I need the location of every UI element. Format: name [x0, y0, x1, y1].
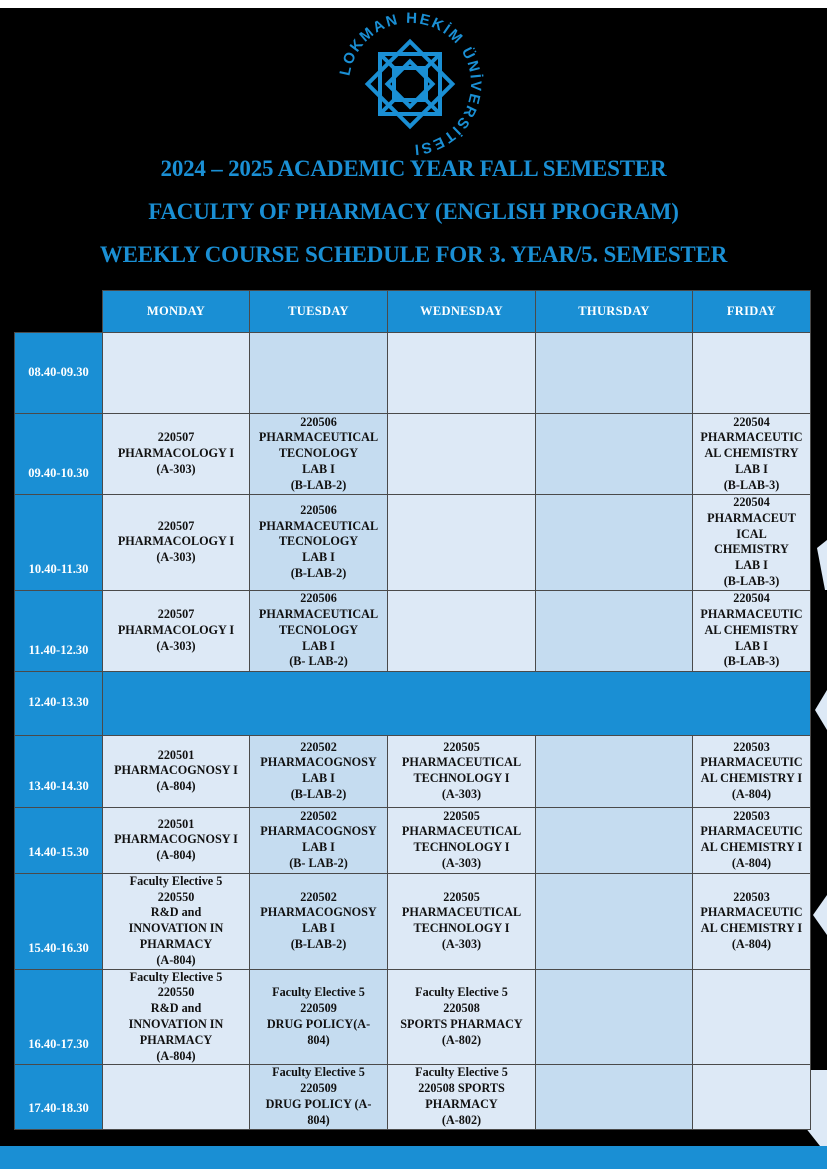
time-slot-row	[15, 590, 811, 671]
course-text-line: 220502	[300, 889, 337, 904]
course-text-line: Faculty Elective 5	[415, 985, 508, 1000]
course-text-line: PHARMACEUTICAL	[258, 518, 379, 533]
course-text-line: 220505	[443, 808, 480, 823]
course-text-line: 220505	[443, 889, 480, 904]
course-text-line: 220501	[157, 816, 195, 831]
course-text-line: PHARMACOGNOSY I	[114, 763, 238, 778]
course-text-line: (A-804)	[156, 848, 196, 863]
course-text-line: 220504	[733, 414, 770, 429]
course-text-line: LAB I	[735, 558, 768, 573]
title-academic-year: 2024 – 2025 ACADEMIC YEAR FALL SEMESTER	[160, 156, 667, 181]
course-text-line: (B-LAB-2)	[290, 787, 347, 802]
course-text-line: 220507	[157, 430, 195, 445]
time-slot-label: 09.40-10.30	[15, 414, 103, 495]
course-text-line: 220509	[300, 1001, 337, 1016]
course-cell	[103, 873, 250, 969]
course-text-line: (A-804)	[731, 856, 772, 871]
course-text-line: (A-804)	[731, 787, 772, 802]
course-text-line: PHARMACEUTICAL	[258, 607, 379, 622]
course-text-line: 220503	[733, 739, 770, 754]
course-text-line: AL CHEMISTRY I	[700, 771, 803, 786]
course-text-line: (A-303)	[441, 936, 482, 951]
header-corner	[15, 291, 103, 333]
course-text-line: (A-802)	[441, 1032, 482, 1047]
empty-cell	[536, 807, 693, 873]
day-header-friday: FRIDAY	[693, 291, 811, 333]
course-text-line: PHARMACEUTICAL	[401, 755, 522, 770]
day-header-wednesday: WEDNESDAY	[388, 291, 536, 333]
time-slot-label: 14.40-15.30	[15, 807, 103, 873]
empty-cell	[536, 590, 693, 671]
empty-cell	[536, 735, 693, 807]
course-text-line: 220504	[733, 495, 770, 509]
course-text-line: TECNOLOGY	[278, 534, 359, 549]
course-cell	[103, 807, 250, 873]
course-text-line: TECHNOLOGY I	[413, 840, 510, 855]
empty-cell	[693, 1065, 811, 1129]
course-cell	[693, 414, 811, 495]
course-cell	[693, 735, 811, 807]
course-cell	[103, 590, 250, 671]
course-text-line: 220502	[300, 739, 337, 754]
course-cell	[388, 1065, 536, 1129]
course-text-line: PHARMACEUTIC	[700, 607, 803, 622]
course-text-line: PHARMACY	[425, 1096, 498, 1111]
course-text-line: LAB I	[302, 921, 335, 936]
time-slot-label: 10.40-11.30	[15, 495, 103, 591]
course-text-line: PHARMACOGNOSY I	[114, 832, 238, 847]
course-cell	[388, 807, 536, 873]
course-cell	[103, 495, 250, 591]
course-text-line: 220506	[300, 414, 337, 429]
course-text-line: 220505	[443, 739, 480, 754]
course-text-line: (B-LAB-2)	[290, 936, 347, 951]
time-slot-row	[15, 735, 811, 807]
empty-cell	[388, 590, 536, 671]
course-text-line: TECNOLOGY	[278, 446, 359, 461]
course-text-line: PHARMACOGNOSY	[260, 905, 377, 920]
course-cell	[693, 873, 811, 969]
course-text-line: PHARMACEUTIC	[700, 755, 803, 770]
course-text-line: PHARMACEUTIC	[700, 824, 803, 839]
course-text-line: AL CHEMISTRY	[704, 622, 799, 637]
time-slot-label: 12.40-13.30	[15, 671, 103, 735]
course-text-line: AL CHEMISTRY I	[700, 840, 803, 855]
time-slot-row	[15, 671, 811, 735]
course-text-line: PHARMACEUTIC	[700, 905, 803, 920]
course-cell	[250, 414, 388, 495]
empty-cell	[536, 333, 693, 414]
time-slot-label: 13.40-14.30	[15, 735, 103, 807]
course-text-line: PHARMACEUTICAL	[401, 905, 522, 920]
course-text-line: AL CHEMISTRY I	[700, 921, 803, 936]
course-text-line: Faculty Elective 5	[272, 985, 365, 1000]
course-text-line: DRUG POLICY(A-	[266, 1016, 371, 1031]
course-text-line: 220501	[157, 747, 195, 762]
course-text-line: (A-802)	[441, 1112, 482, 1127]
time-slot-label: 16.40-17.30	[15, 969, 103, 1065]
course-text-line: 220550	[157, 889, 195, 904]
course-text-line: 804)	[307, 1112, 330, 1127]
empty-cell	[536, 969, 693, 1065]
course-text-line: 804)	[307, 1032, 330, 1047]
course-text-line: SPORTS PHARMACY	[400, 1016, 523, 1031]
course-cell	[388, 735, 536, 807]
time-slot-row	[15, 1065, 811, 1129]
course-text-line: (A-303)	[156, 550, 196, 565]
course-cell	[250, 1065, 388, 1129]
course-text-line: (B-LAB-2)	[290, 477, 347, 492]
time-slot-row	[15, 414, 811, 495]
course-text-line: 220504	[733, 591, 770, 606]
course-text-line: PHARMACY	[139, 936, 213, 951]
course-cell	[693, 590, 811, 671]
course-cell	[103, 969, 250, 1065]
course-text-line: TECNOLOGY	[278, 622, 359, 637]
lokman-hekim-logo	[330, 8, 490, 156]
course-text-line: 220508 SPORTS	[418, 1081, 505, 1096]
course-text-line: LAB I	[302, 638, 335, 653]
course-text-line: PHARMACOGNOSY	[260, 755, 377, 770]
course-text-line: (A-303)	[156, 638, 196, 653]
course-text-line: PHARMACEUT	[707, 510, 796, 525]
course-text-line: Faculty Elective 5	[129, 969, 223, 984]
time-slot-row	[15, 807, 811, 873]
course-text-line: (A-303)	[156, 461, 196, 476]
course-text-line: 220506	[300, 502, 337, 517]
course-text-line: (A-804)	[156, 779, 196, 794]
bottom-blue-strip	[0, 1146, 827, 1169]
course-cell	[388, 873, 536, 969]
logo-text: LOKMAN HEKİM ÜNİVERSİTESİ	[336, 9, 485, 156]
course-text-line: (B-LAB-3)	[723, 654, 780, 669]
day-header-tuesday: TUESDAY	[250, 291, 388, 333]
course-text-line: 220509	[300, 1081, 337, 1096]
empty-cell	[536, 1065, 693, 1129]
course-text-line: PHARMACOLOGY I	[117, 446, 235, 461]
course-text-line: (B- LAB-2)	[289, 856, 348, 871]
time-slot-row	[15, 495, 811, 591]
empty-cell	[103, 333, 250, 414]
course-text-line: 220507	[157, 518, 195, 533]
time-slot-row	[15, 873, 811, 969]
course-text-line: 220503	[733, 808, 770, 823]
course-cell	[693, 807, 811, 873]
course-text-line: (A-303)	[441, 856, 482, 871]
course-text-line: PHARMACOLOGY I	[117, 534, 235, 549]
course-text-line: 220502	[300, 808, 337, 823]
course-text-line: (A-804)	[156, 1048, 196, 1063]
empty-cell	[536, 414, 693, 495]
course-text-line: (A-303)	[441, 787, 482, 802]
course-text-line: PHARMACY	[139, 1032, 213, 1047]
course-text-line: (B-LAB-3)	[723, 477, 780, 492]
empty-cell	[693, 969, 811, 1065]
course-text-line: AL CHEMISTRY	[704, 446, 799, 461]
course-text-line: DRUG POLICY (A-	[265, 1096, 372, 1111]
course-text-line: CHEMISTRY	[714, 542, 789, 557]
course-cell	[388, 969, 536, 1065]
lunch-break-bar	[103, 671, 811, 735]
time-slot-row	[15, 333, 811, 414]
svg-text:LOKMAN HEKİM ÜNİVERSİTESİ	[337, 10, 485, 156]
course-text-line: Faculty Elective 5	[129, 873, 223, 888]
empty-cell	[388, 414, 536, 495]
empty-cell	[250, 333, 388, 414]
title-schedule: WEEKLY COURSE SCHEDULE FOR 3. YEAR/5. SEMESTER	[99, 242, 728, 267]
time-slot-label: 15.40-16.30	[15, 873, 103, 969]
weekly-schedule-table	[14, 290, 811, 1130]
course-text-line: Faculty Elective 5	[415, 1065, 508, 1080]
course-text-line: Faculty Elective 5	[272, 1065, 365, 1080]
course-text-line: LAB I	[735, 461, 768, 476]
course-text-line: INNOVATION IN	[128, 1016, 224, 1031]
course-text-line: (B-LAB-2)	[290, 566, 347, 581]
course-text-line: LAB I	[735, 638, 768, 653]
course-text-line: R&D and	[150, 1001, 202, 1016]
course-text-line: (A-804)	[156, 952, 196, 967]
course-text-line: LAB I	[302, 550, 335, 565]
course-cell	[103, 414, 250, 495]
course-cell	[103, 735, 250, 807]
course-text-line: 220507	[157, 607, 195, 622]
course-text-line: TECHNOLOGY I	[413, 921, 510, 936]
time-slot-row	[15, 969, 811, 1065]
course-text-line: PHARMACEUTICAL	[401, 824, 522, 839]
course-text-line: (B-LAB-3)	[723, 573, 780, 588]
course-text-line: (A-804)	[731, 936, 772, 951]
course-text-line: 220503	[733, 889, 770, 904]
course-text-line: PHARMACEUTICAL	[258, 430, 379, 445]
course-text-line: 220508	[443, 1001, 480, 1016]
empty-cell	[388, 495, 536, 591]
empty-cell	[388, 333, 536, 414]
course-cell	[250, 590, 388, 671]
time-slot-label: 11.40-12.30	[15, 590, 103, 671]
course-cell	[250, 495, 388, 591]
course-text-line: LAB I	[302, 771, 335, 786]
course-text-line: INNOVATION IN	[128, 921, 224, 936]
course-cell	[250, 969, 388, 1065]
course-text-line: TECHNOLOGY I	[413, 771, 510, 786]
course-text-line: R&D and	[150, 905, 202, 920]
course-text-line: ICAL	[736, 526, 767, 541]
course-text-line: PHARMACOGNOSY	[260, 824, 377, 839]
course-text-line: PHARMACEUTIC	[700, 430, 803, 445]
empty-cell	[536, 873, 693, 969]
course-cell	[250, 735, 388, 807]
empty-cell	[103, 1065, 250, 1129]
empty-cell	[536, 495, 693, 591]
empty-cell	[693, 333, 811, 414]
time-slot-label: 17.40-18.30	[15, 1065, 103, 1129]
title-faculty: FACULTY OF PHARMACY (ENGLISH PROGRAM)	[148, 199, 679, 224]
day-header-monday: MONDAY	[103, 291, 250, 333]
time-slot-label: 08.40-09.30	[15, 333, 103, 414]
course-text-line: LAB I	[302, 840, 335, 855]
course-text-line: PHARMACOLOGY I	[117, 622, 235, 637]
course-text-line: LAB I	[302, 461, 335, 476]
course-text-line: 220506	[300, 591, 337, 606]
course-text-line: 220550	[157, 985, 195, 1000]
course-text-line: (B- LAB-2)	[289, 654, 348, 669]
course-cell	[250, 873, 388, 969]
course-cell	[250, 807, 388, 873]
header-row	[15, 291, 811, 333]
day-header-thursday: THURSDAY	[536, 291, 693, 333]
top-white-strip	[0, 0, 827, 8]
course-cell	[693, 495, 811, 591]
